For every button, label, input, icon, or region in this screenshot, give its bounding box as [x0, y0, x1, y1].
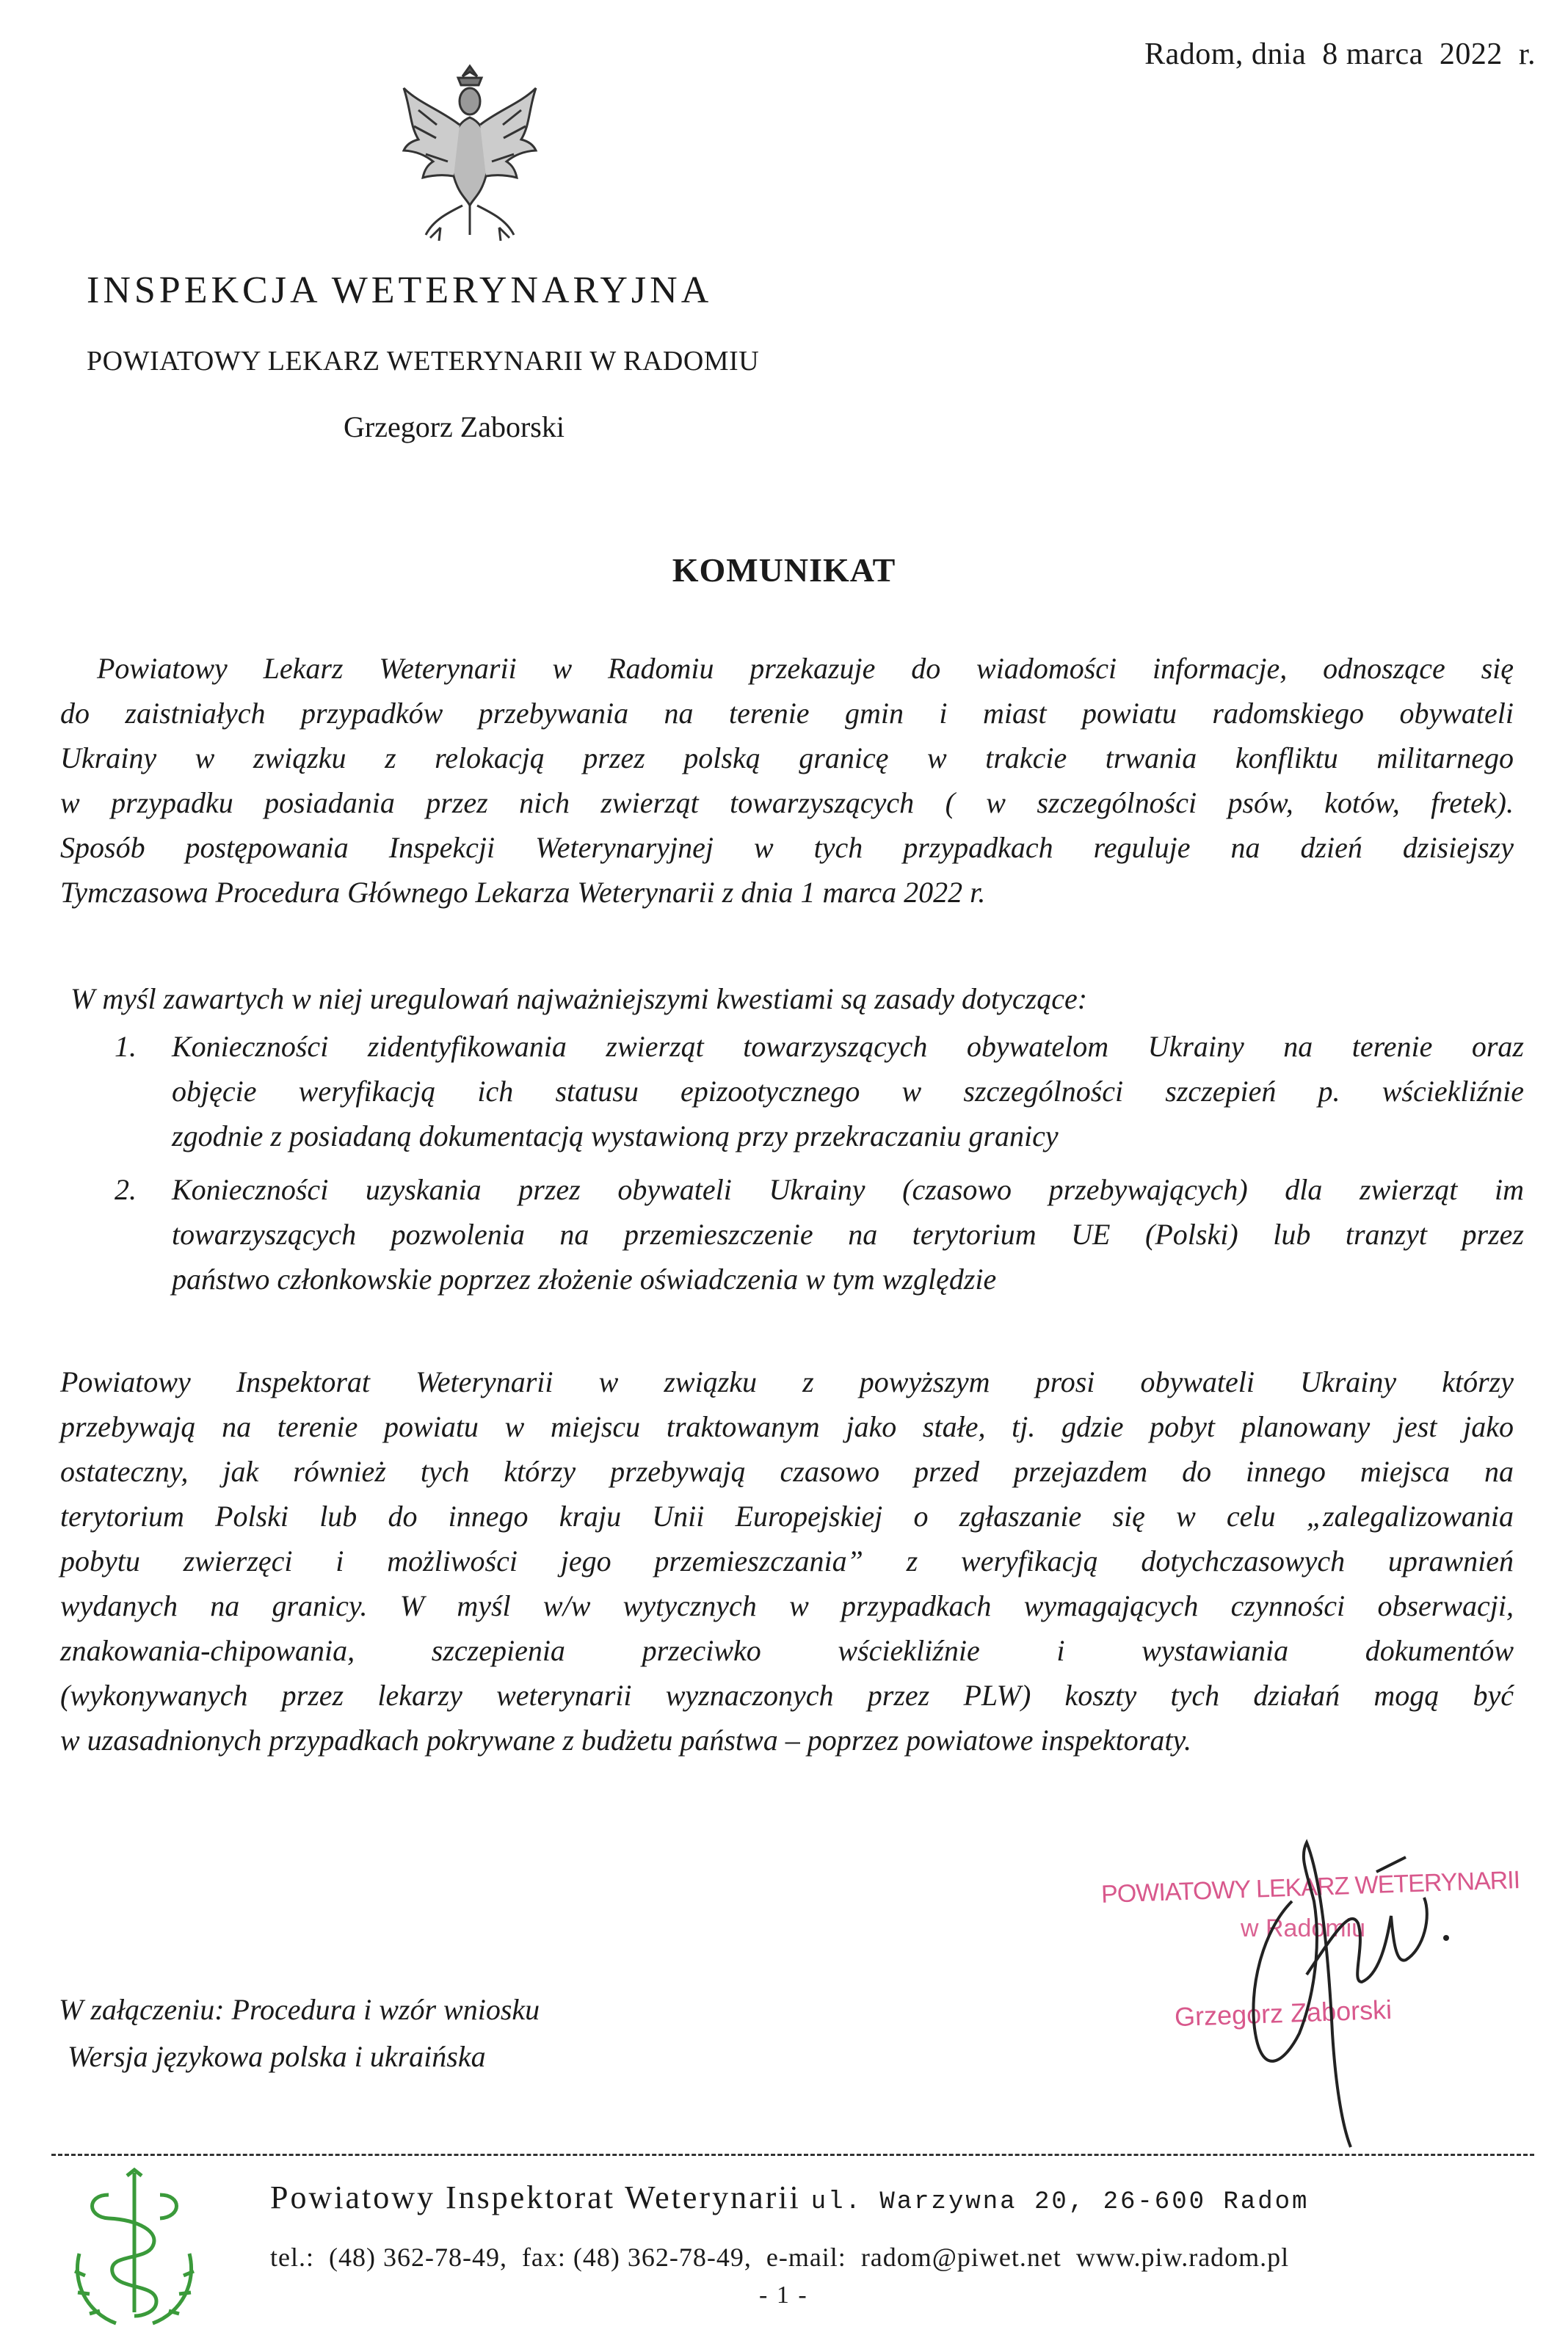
footer-address: ul. Warzywna 20, 26-600 Radom: [810, 2188, 1310, 2216]
document-title: KOMUNIKAT: [672, 551, 896, 589]
paragraph-line: do zaistniałych przypadków przebywania na terenie gmin i miast powiatu radomskiego obywateli: [60, 697, 1514, 730]
veterinary-caduceus-logo-icon: [57, 2165, 211, 2334]
polish-eagle-emblem-icon: [396, 59, 543, 242]
list-item-line: Konieczności uzyskania przez obywateli Ukrainy (czasowo przebywających) dla zwierząt im: [172, 1173, 1524, 1206]
handwritten-signature: [1204, 1813, 1498, 2151]
list-item-line: objęcie weryfikacją ich statusu epizootycznego w szczególności szczepień p. wściekliźnie: [172, 1075, 1524, 1108]
paragraph-line: przebywają na terenie powiatu w miejscu traktowanym jako stałe, tj. gdzie pobyt planowany jest jako: [60, 1410, 1514, 1443]
footer-organization: [270, 2179, 1309, 2216]
paragraph-line: znakowania-chipowania, szczepienia przeciwko wściekliźnie i wystawiania dokumentów: [60, 1634, 1514, 1667]
page-number: - 1 -: [759, 2281, 808, 2309]
list-item-number: 2.: [115, 1173, 137, 1206]
attachments-line: Wersja językowa polska i ukraińska: [68, 2040, 486, 2073]
list-lead: W myśl zawartych w niej uregulowań najważniejszymi kwestiami są zasady dotyczące:: [70, 982, 1088, 1015]
list-item-line: państwo członkowskie poprzez złożenie oświadczenia w tym względzie: [172, 1263, 997, 1296]
paragraph-line: Ukrainy w związku z relokacją przez polską granicę w trakcie trwania konfliktu militarnego: [60, 741, 1514, 774]
paragraph-line: wydanych na granicy. W myśl w/w wytycznych w przypadkach wymagających czynności obserwacji,: [60, 1589, 1514, 1622]
list-item-number: 1.: [115, 1030, 137, 1063]
paragraph-line: Powiatowy Inspektorat Weterynarii w związku z powyższym prosi obywateli Ukrainy którzy: [60, 1365, 1514, 1398]
list-item-line: Konieczności zidentyfikowania zwierząt towarzyszących obywatelom Ukrainy na terenie oraz: [172, 1030, 1524, 1063]
stamp-title: POWIATOWY LEKARZ WETERYNARII: [1100, 1866, 1520, 1909]
office-name: POWIATOWY LEKARZ WETERYNARII W RADOMIU: [87, 346, 760, 377]
paragraph-line: ostateczny, jak również tych którzy przebywają czasowo przed przejazdem do innego miejsca na: [60, 1455, 1514, 1488]
footer-org-name: Powiatowy Inspektorat Weterynarii: [270, 2179, 801, 2215]
paragraph-line: w przypadku posiadania przez nich zwierząt towarzyszących ( w szczególności psów, kotów, fretek).: [60, 786, 1514, 819]
paragraph-line: Sposób postępowania Inspekcji Weterynaryjnej w tych przypadkach reguluje na dzień dzisiejszy: [60, 831, 1514, 864]
stamp-location: w Radomiu: [1241, 1914, 1366, 1942]
request-paragraph: [60, 1359, 1514, 1762]
list-item-line: towarzyszących pozwolenia na przemieszczenie na terytorium UE (Polski) lub tranzyt przez: [172, 1218, 1524, 1251]
paragraph-line: pobytu zwierzęci i możliwości jego przemieszczania” z weryfikacją dotychczasowych uprawnień: [60, 1544, 1514, 1578]
paragraph-line: (wykonywanych przez lekarzy weterynarii wyznaczonych przez PLW) koszty tych działań mogą być: [60, 1679, 1514, 1712]
list-item-line: zgodnie z posiadaną dokumentacją wystawioną przy przekraczaniu granicy: [172, 1119, 1059, 1152]
institution-name: INSPEKCJA WETERYNARYJNA: [87, 269, 713, 311]
footer-divider: [51, 2154, 1534, 2156]
officer-name: Grzegorz Zaborski: [344, 410, 565, 443]
intro-paragraph: [60, 646, 1514, 915]
paragraph-line: w uzasadnionych przypadkach pokrywane z budżetu państwa – poprzez powiatowe inspektoraty.: [60, 1724, 1192, 1757]
attachments-note: [59, 1986, 540, 2080]
footer-contact: tel.: (48) 362-78-49, fax: (48) 362-78-49, e-mail: radom@piwet.net www.piw.radom.pl: [270, 2243, 1290, 2272]
attachments-line: W załączeniu: Procedura i wzór wniosku: [59, 1993, 540, 2026]
paragraph-line: terytorium Polski lub do innego kraju Unii Europejskiej o zgłaszanie się w celu „zalegalizowania: [60, 1500, 1514, 1533]
document-date: Radom, dnia 8 marca 2022 r.: [1144, 37, 1536, 71]
paragraph-line: Powiatowy Lekarz Weterynarii w Radomiu przekazuje do wiadomości informacje, odnoszące się: [97, 652, 1514, 685]
stamp-name: Grzegorz Zaborski: [1174, 1994, 1393, 2033]
paragraph-line: Tymczasowa Procedura Głównego Lekarza Weterynarii z dnia 1 marca 2022 r.: [60, 876, 986, 909]
